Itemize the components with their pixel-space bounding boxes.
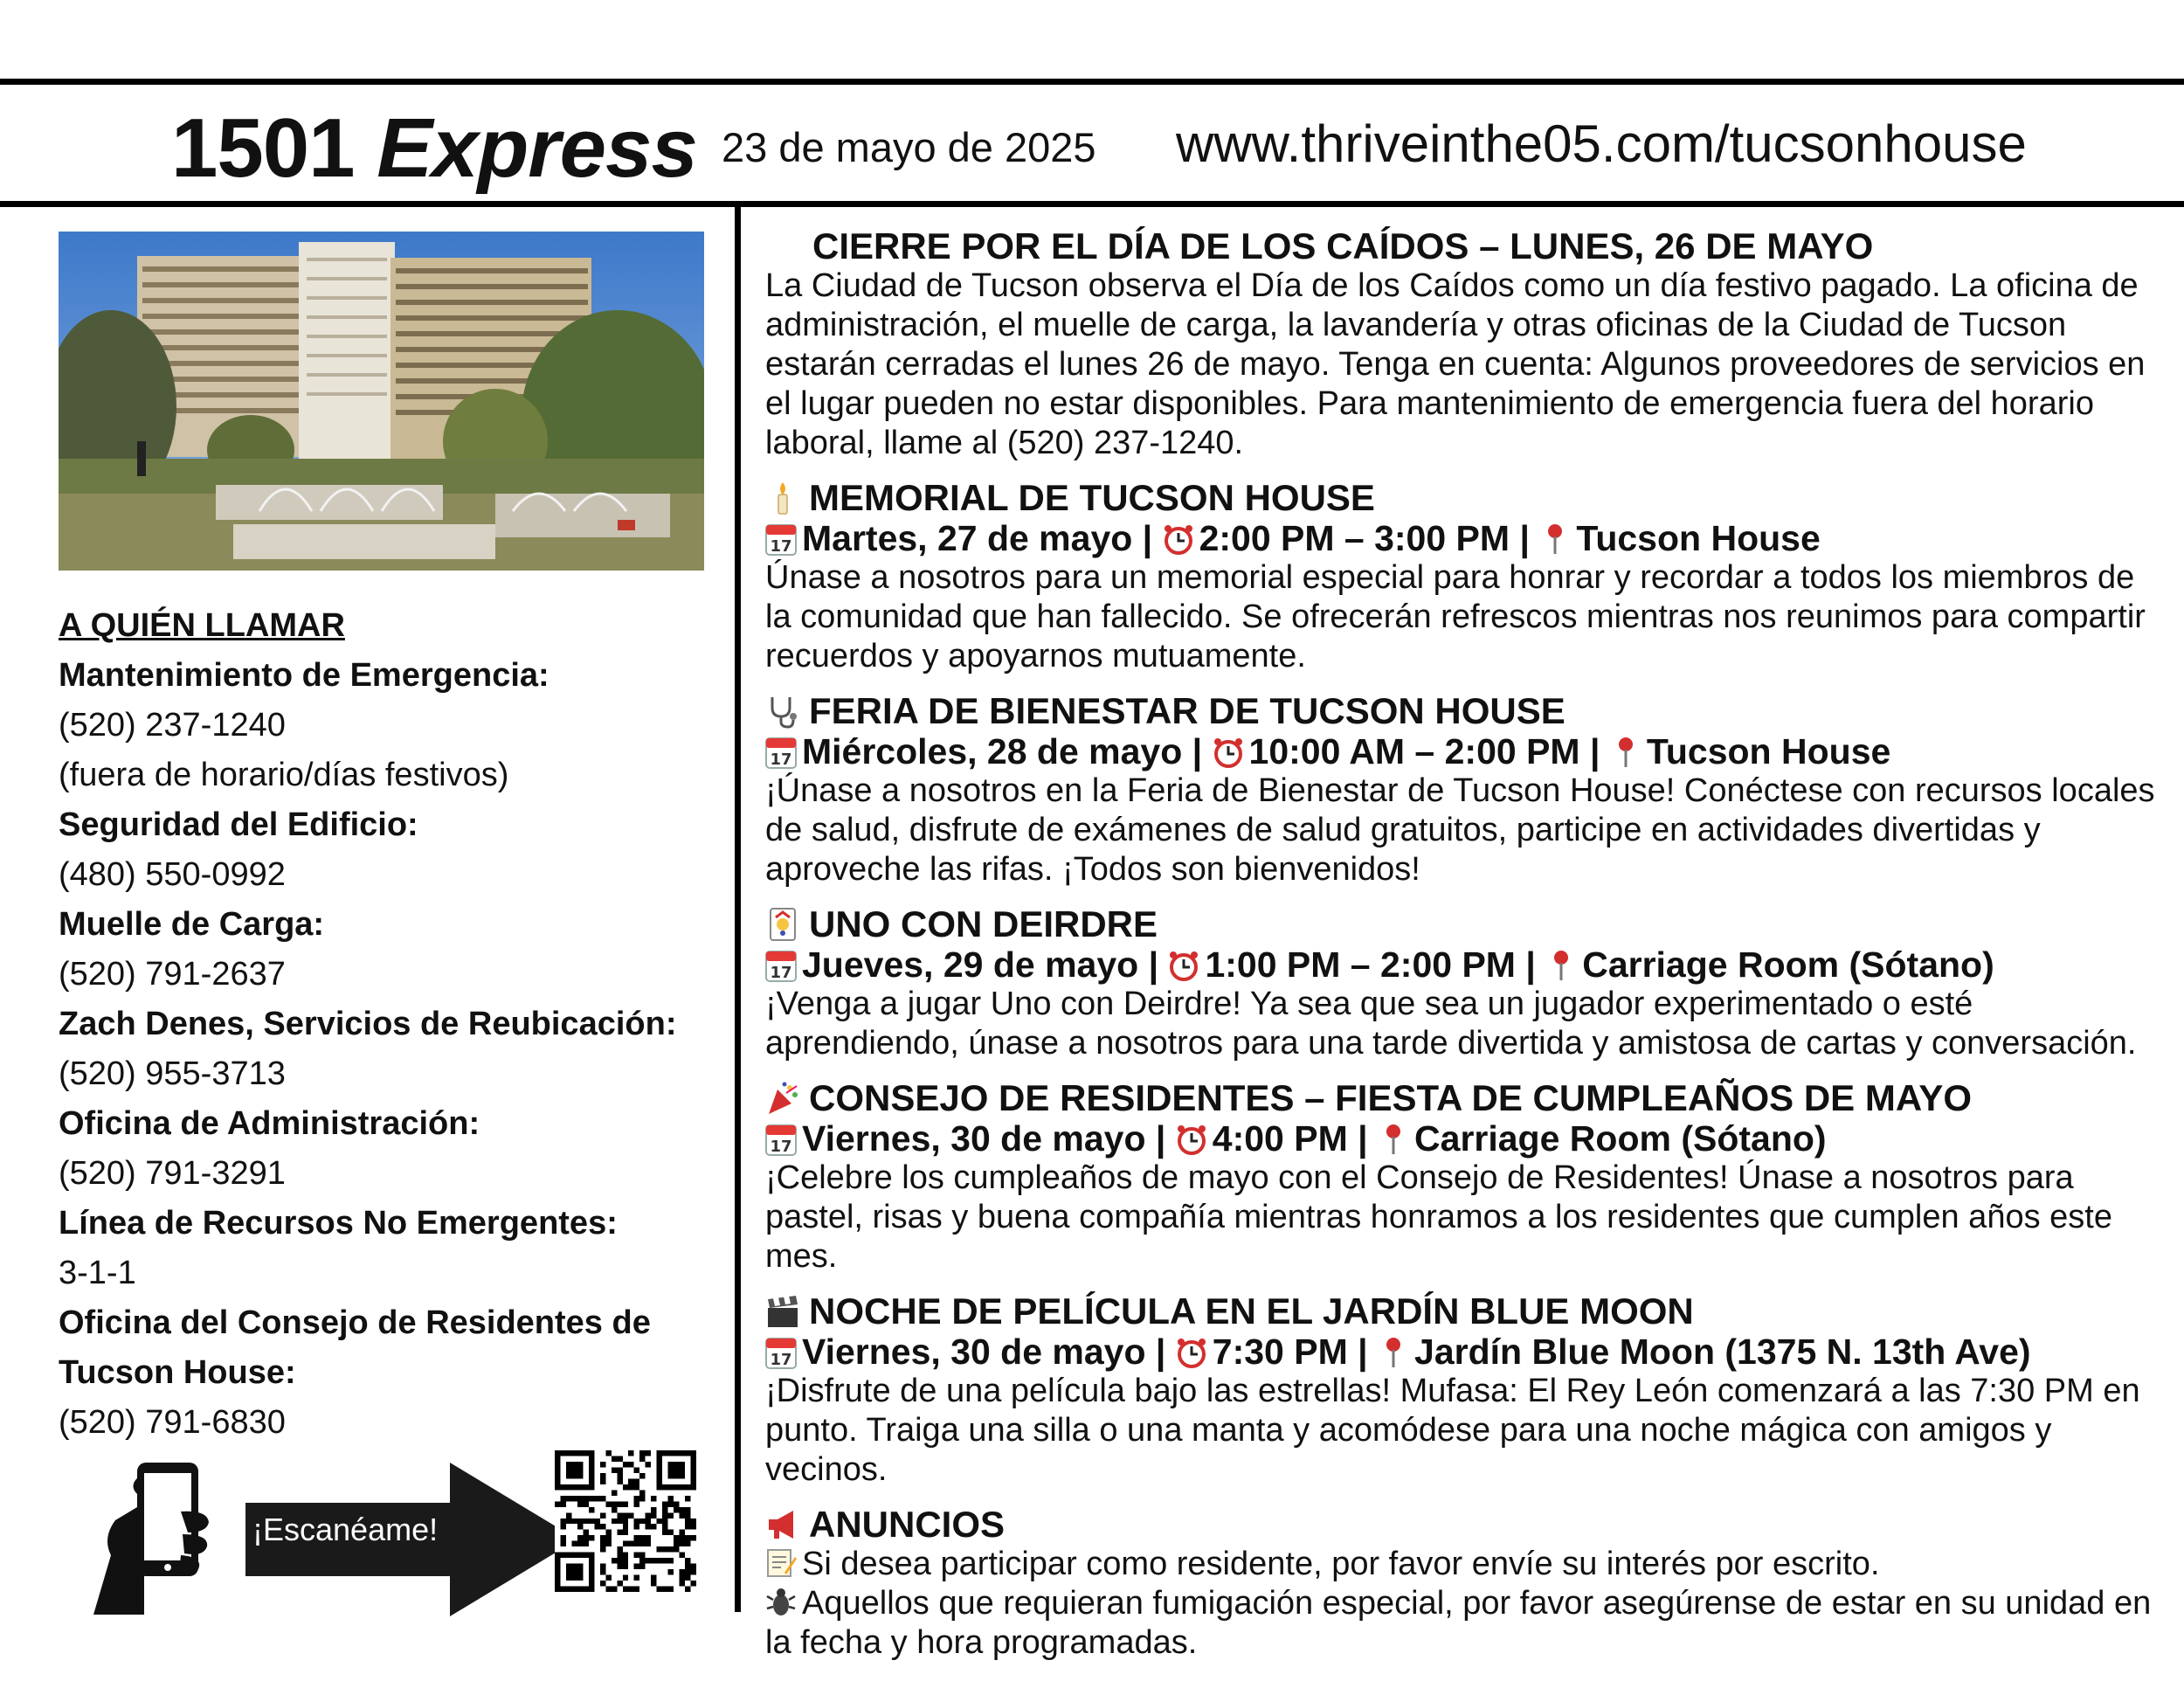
contact-note: (fuera de horario/días festivos) (59, 757, 509, 793)
event-title: CONSEJO DE RESIDENTES – FIESTA DE CUMPLEAÑOS DE MAYO (809, 1077, 1972, 1118)
qr-code[interactable] (555, 1450, 696, 1592)
event-body: ¡Disfrute de una película bajo las estrellas! Mufasa: El Rey León comenzará a las 7:30 PM en punto. Traiga una silla o una manta y acomódese para una noche mágica con amigos y vecinos. (765, 1373, 2140, 1488)
svg-text:17: 17 (770, 1138, 792, 1156)
event-body: Únase a nosotros para un memorial especial para honrar y recordar a todos los miembros de la comunidad que han fallecido. Se ofrecerán refrescos mientras nos reunimos para compartir recuerdos y apoyarnos mutuamente. (765, 559, 2146, 675)
issue-date: 23 de mayo de 2025 (722, 124, 1096, 170)
contact-phone: 3-1-1 (59, 1255, 136, 1291)
contact-label: Oficina de Administración: (59, 1105, 480, 1142)
event-date: Viernes, 30 de mayo | (802, 1118, 1166, 1159)
event-place: Carriage Room (Sótano) (1414, 1118, 1827, 1159)
event-date: Jueves, 29 de mayo | (802, 944, 1159, 985)
top-rule (0, 79, 2184, 85)
hand-phone-icon (76, 1459, 216, 1615)
contacts-heading: A QUIÉN LLAMAR (59, 607, 345, 644)
pushpin-icon (1378, 1123, 1409, 1156)
contact-phone: (520) 237-1240 (59, 707, 286, 744)
contact-label: Muelle de Carga: (59, 906, 325, 943)
alarm-clock-icon (1213, 736, 1244, 769)
event-birthday-party (765, 1077, 2163, 1276)
pushpin-icon (1539, 522, 1571, 556)
event-uno (765, 903, 2163, 1063)
alarm-clock-icon (1168, 949, 1199, 982)
event-body: ¡Venga a jugar Uno con Deirdre! Ya sea que sea un jugador experimentado o esté aprendiendo, únase a nosotros para una tarde divertida y amistosa de cartas y conversación. (765, 986, 2137, 1062)
event-title: NOCHE DE PELÍCULA EN EL JARDÍN BLUE MOON (809, 1290, 1694, 1332)
event-place: Tucson House (1576, 518, 1821, 558)
calendar-icon (765, 1336, 797, 1369)
contact-list (59, 601, 722, 1448)
announcement-text: Si desea participar como residente, por favor envíe su interés por escrito. (802, 1546, 1880, 1582)
event-time: 2:00 PM – 3:00 PM | (1199, 518, 1530, 558)
event-time: 7:30 PM | (1212, 1332, 1368, 1372)
closure-title: CIERRE POR EL DÍA DE LOS CAÍDOS – LUNES, 26 DE MAYO (812, 225, 1874, 266)
contact-label: Mantenimiento de Emergencia: (59, 657, 549, 694)
candle-icon (765, 481, 800, 515)
contact-label: Oficina del Consejo de Residentes de Tucson House: (59, 1304, 651, 1391)
closure-body: La Ciudad de Tucson observa el Día de los Caídos como un día festivo pagado. La oficina de administración, el muelle de carga, la lavandería y otras oficinas de la Ciudad de Tucson estarán cerradas el lunes 26 de mayo. Tenga en cuenta: Algunos proveedores de servicios en el lugar pueden no estar disponibles. Para mantenimiento de emergencia fuera del horario laboral, llame al (520) 237-1240. (765, 267, 2146, 461)
svg-text:17: 17 (770, 1351, 792, 1369)
bug-icon (765, 1586, 797, 1619)
memo-icon (765, 1546, 797, 1580)
announcement-text: Aquellos que requieran fumigación especial, por favor asegúrense de estar en su unidad en la fecha y hora programadas. (765, 1585, 2152, 1661)
svg-text:17: 17 (770, 964, 792, 982)
joker-card-icon (765, 907, 800, 942)
pushpin-icon (1378, 1336, 1409, 1369)
contact-label: Zach Denes, Servicios de Reubicación: (59, 1006, 677, 1042)
event-place: Carriage Room (Sótano) (1582, 944, 1994, 985)
event-time: 10:00 AM – 2:00 PM | (1248, 731, 1600, 771)
pushpin-icon (1545, 949, 1577, 982)
party-popper-icon (765, 1081, 800, 1116)
announcements-title: ANUNCIOS (809, 1504, 1006, 1545)
calendar-icon (765, 949, 797, 982)
pushpin-icon (1610, 736, 1641, 769)
calendar-icon (765, 1123, 797, 1156)
event-title: MEMORIAL DE TUCSON HOUSE (809, 477, 1375, 518)
alarm-clock-icon (1176, 1123, 1207, 1156)
closure-notice (765, 225, 2163, 463)
contact-label: Seguridad del Edificio: (59, 806, 418, 843)
svg-text:17: 17 (770, 751, 792, 769)
contact-phone: (520) 955-3713 (59, 1055, 286, 1092)
newsletter-title: 1501 Express (171, 101, 697, 195)
announcement-item (765, 1584, 2163, 1663)
event-place: Jardín Blue Moon (1375 N. 13th Ave) (1414, 1332, 2031, 1372)
contact-label: Línea de Recursos No Emergentes: (59, 1205, 618, 1242)
announcements-column (765, 225, 2163, 1677)
stethoscope-icon (765, 694, 800, 729)
event-place: Tucson House (1646, 731, 1891, 771)
contact-phone: (480) 550-0992 (59, 856, 286, 893)
megaphone-icon (765, 1507, 800, 1542)
svg-text:17: 17 (770, 537, 792, 556)
scan-row (59, 1450, 722, 1616)
clapperboard-icon (765, 1294, 800, 1329)
event-body: ¡Únase a nosotros en la Feria de Bienestar de Tucson House! Conéctese con recursos locales de salud, disfrute de exámenes de salud gratuitos, participe en actividades divertidas y aproveche las rifas. ¡Todos son bienvenidos! (765, 772, 2155, 888)
masthead (0, 85, 2184, 201)
header-bottom-rule (0, 201, 2184, 207)
announcements (765, 1504, 2163, 1663)
contact-phone: (520) 791-2637 (59, 956, 286, 993)
event-date: Miércoles, 28 de mayo | (802, 731, 1203, 771)
event-time: 1:00 PM – 2:00 PM | (1205, 944, 1536, 985)
calendar-icon (765, 522, 797, 556)
scan-label: ¡Escanéame! (252, 1512, 439, 1547)
column-divider (735, 207, 741, 1612)
event-date: Martes, 27 de mayo | (802, 518, 1153, 558)
event-body: ¡Celebre los cumpleaños de mayo con el Consejo de Residentes! Únase a nosotros para pastel, risas y buena compañía mientras honramos a los residentes que cumplen años este mes. (765, 1159, 2112, 1275)
event-date: Viernes, 30 de mayo | (802, 1332, 1166, 1372)
event-memorial (765, 477, 2163, 676)
website-link[interactable]: www.thriveinthe05.com/tucsonhouse (1176, 114, 2027, 173)
event-title: FERIA DE BIENESTAR DE TUCSON HOUSE (809, 690, 1565, 731)
contact-phone: (520) 791-3291 (59, 1155, 286, 1192)
tucson-house-photo (59, 232, 704, 571)
announcement-item (765, 1545, 2163, 1584)
alarm-clock-icon (1163, 522, 1194, 556)
event-wellness-fair (765, 690, 2163, 889)
event-time: 4:00 PM | (1212, 1118, 1368, 1159)
alarm-clock-icon (1176, 1336, 1207, 1369)
contact-phone: (520) 791-6830 (59, 1404, 286, 1441)
event-movie-night (765, 1290, 2163, 1490)
calendar-icon (765, 736, 797, 769)
event-title: UNO CON DEIRDRE (809, 903, 1158, 944)
